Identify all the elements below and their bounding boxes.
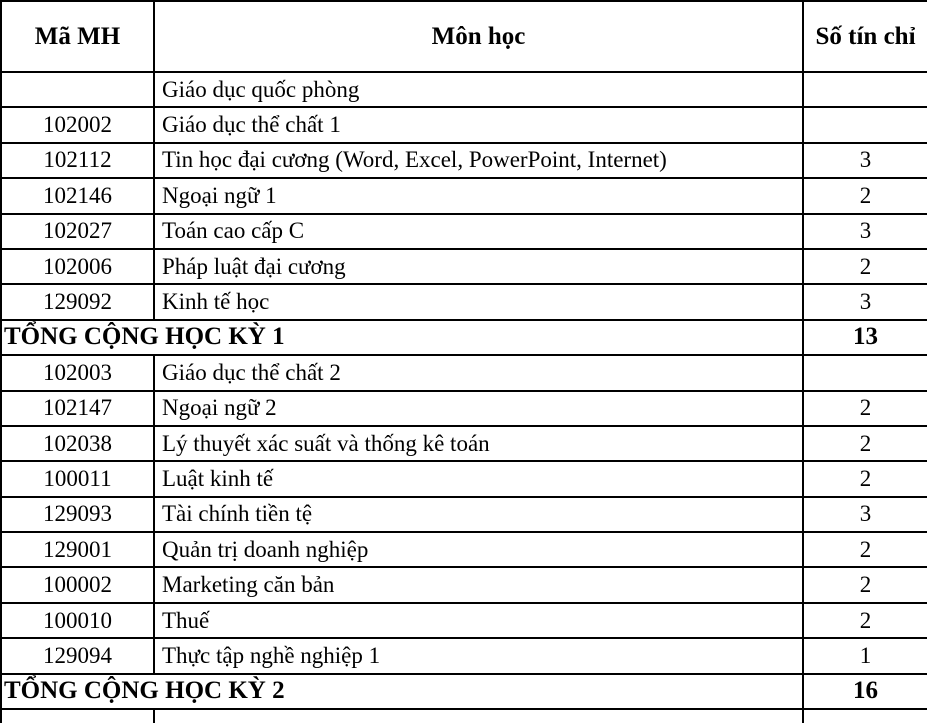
course-name-cell: Toán cao cấp C	[154, 214, 803, 249]
course-row	[1, 567, 927, 602]
course-code-cell: 102112	[1, 143, 154, 178]
course-credits-cell	[803, 72, 927, 107]
course-credits-cell: 2	[803, 461, 927, 496]
course-code-cell: 129093	[1, 497, 154, 532]
course-row	[1, 249, 927, 284]
course-code-cell: 102147	[1, 391, 154, 426]
course-name-cell	[154, 709, 803, 723]
course-code-cell	[1, 72, 154, 107]
course-row	[1, 107, 927, 142]
semester-total-credits: 16	[803, 674, 927, 709]
course-row	[1, 284, 927, 319]
semester-total-row	[1, 320, 927, 355]
course-name-cell: Tin học đại cương (Word, Excel, PowerPoint, Internet)	[154, 143, 803, 178]
course-row	[1, 497, 927, 532]
column-header-course-name: Môn học	[154, 1, 803, 72]
course-row	[1, 426, 927, 461]
course-credits-cell: 3	[803, 284, 927, 319]
course-name-cell: Ngoại ngữ 2	[154, 391, 803, 426]
course-name-cell: Tài chính tiền tệ	[154, 497, 803, 532]
course-row	[1, 355, 927, 390]
course-row	[1, 391, 927, 426]
course-credits-cell: 3	[803, 143, 927, 178]
course-credits-cell: 2	[803, 532, 927, 567]
semester-total-label: TỔNG CỘNG HỌC KỲ 1	[1, 320, 803, 355]
course-code-cell	[1, 709, 154, 723]
header-row	[1, 1, 927, 72]
course-code-cell: 102027	[1, 214, 154, 249]
course-code-cell: 129094	[1, 638, 154, 673]
course-name-cell: Thuế	[154, 603, 803, 638]
course-row	[1, 461, 927, 496]
course-credits-cell	[803, 107, 927, 142]
course-row	[1, 214, 927, 249]
course-name-cell: Kinh tế học	[154, 284, 803, 319]
course-name-cell: Thực tập nghề nghiệp 1	[154, 638, 803, 673]
course-credits-cell: 3	[803, 497, 927, 532]
partial-cutoff-row	[1, 709, 927, 723]
course-code-cell: 100011	[1, 461, 154, 496]
course-code-cell: 129092	[1, 284, 154, 319]
course-name-cell: Giáo dục thể chất 1	[154, 107, 803, 142]
course-name-cell: Pháp luật đại cương	[154, 249, 803, 284]
course-code-cell: 129001	[1, 532, 154, 567]
course-credits-cell: 3	[803, 214, 927, 249]
course-table-body	[1, 72, 927, 723]
column-header-course-code: Mã MH	[1, 1, 154, 72]
course-name-cell: Marketing căn bản	[154, 567, 803, 602]
course-credits-cell: 2	[803, 426, 927, 461]
column-header-credits: Số tín chỉ	[803, 1, 927, 72]
semester-total-credits: 13	[803, 320, 927, 355]
course-credits-cell: 1	[803, 638, 927, 673]
course-credits-cell	[803, 709, 927, 723]
semester-total-row	[1, 674, 927, 709]
table-header	[1, 1, 927, 72]
course-row	[1, 638, 927, 673]
course-row	[1, 532, 927, 567]
course-code-cell: 102002	[1, 107, 154, 142]
course-row	[1, 143, 927, 178]
course-code-cell: 100002	[1, 567, 154, 602]
semester-total-label: TỔNG CỘNG HỌC KỲ 2	[1, 674, 803, 709]
course-code-cell: 102038	[1, 426, 154, 461]
course-code-cell: 102003	[1, 355, 154, 390]
course-row	[1, 178, 927, 213]
course-code-cell: 100010	[1, 603, 154, 638]
course-credits-cell: 2	[803, 391, 927, 426]
course-credits-cell: 2	[803, 249, 927, 284]
course-credits-cell	[803, 355, 927, 390]
course-row	[1, 72, 927, 107]
course-credits-cell: 2	[803, 603, 927, 638]
course-credits-cell: 2	[803, 567, 927, 602]
course-code-cell: 102146	[1, 178, 154, 213]
course-name-cell: Quản trị doanh nghiệp	[154, 532, 803, 567]
course-credits-cell: 2	[803, 178, 927, 213]
course-name-cell: Giáo dục quốc phòng	[154, 72, 803, 107]
course-row	[1, 603, 927, 638]
course-name-cell: Luật kinh tế	[154, 461, 803, 496]
course-name-cell: Ngoại ngữ 1	[154, 178, 803, 213]
course-name-cell: Giáo dục thể chất 2	[154, 355, 803, 390]
course-name-cell: Lý thuyết xác suất và thống kê toán	[154, 426, 803, 461]
course-code-cell: 102006	[1, 249, 154, 284]
